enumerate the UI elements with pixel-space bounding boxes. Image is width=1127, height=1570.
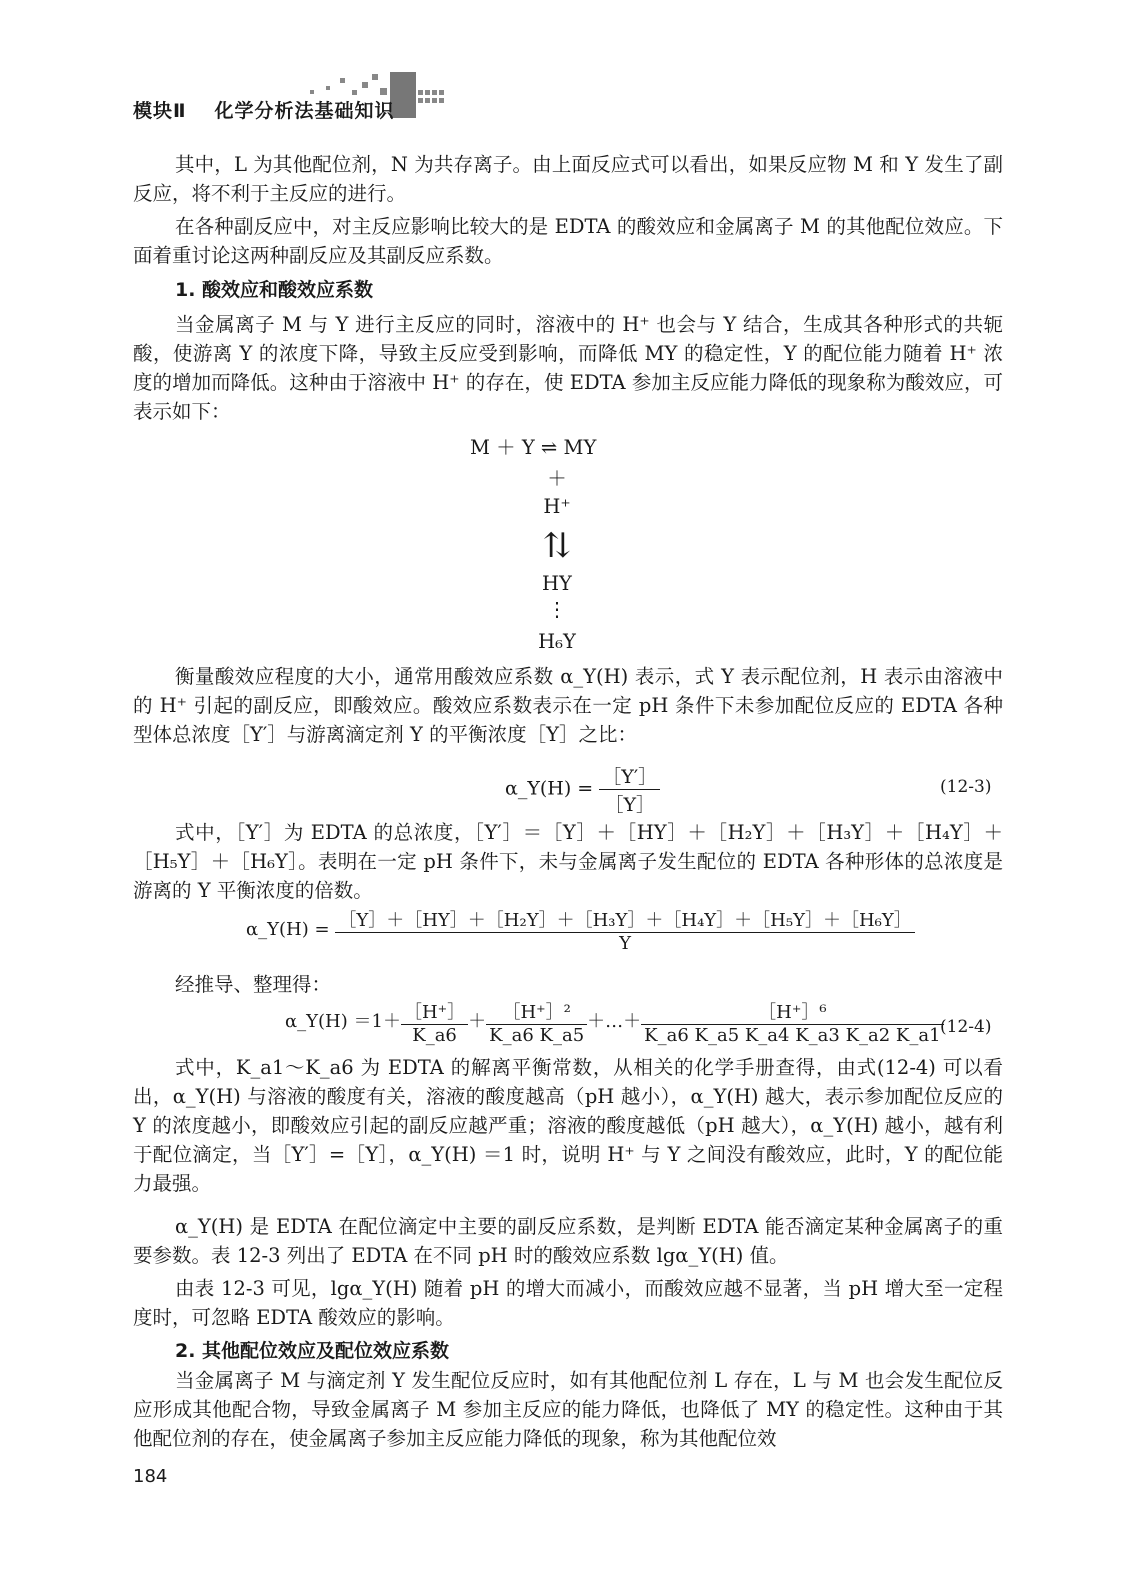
paragraph-4: 衡量酸效应程度的大小，通常用酸效应系数 α_Y(H) 表示，式 Y 表示配位剂，H 表示由溶液中的 H⁺ 引起的副反应，即酸效应。酸效应系数表示在一定 pH 条件下未参加配位反应的 EDTA 各种型体总浓度［Y′］与游离滴定剂 Y 的平衡浓度［Y］之比： (133, 665, 1003, 746)
paragraph-9: 由表 12-3 可见，lgα_Y(H) 随着 pH 的增大而减小，而酸效应越不显著，当 pH 增大至一定程度时，可忽略 EDTA 酸效应的影响。 (133, 1277, 1003, 1329)
eq3-term1 (401, 998, 468, 1046)
eq3-ellipsis: ＋…＋ (587, 1011, 642, 1032)
eq1-lhs: α_Y(H) = (505, 777, 594, 800)
eq3-term1-den: K_a6 (412, 1025, 457, 1046)
equation-number-12-4: (12-4) (940, 1017, 992, 1037)
scheme-h6y: H₆Y (538, 630, 576, 653)
eq2-fraction (335, 906, 914, 954)
section-heading-2: 2. 其他配位效应及配位效应系数 (175, 1340, 450, 1362)
equation-12-4 (285, 998, 944, 1046)
header-title: 化学分析法基础知识 (214, 100, 395, 122)
eq1-numerator: ［Y′］ (599, 762, 660, 790)
running-header (133, 96, 395, 123)
paragraph-5: 式中，［Y′］为 EDTA 的总浓度，［Y′］＝［Y］＋［HY］＋［H₂Y］＋［H₃Y］＋［H₄Y］＋［H₅Y］＋［H₆Y］。表明在一定 pH 条件下，未与金属离子发生配位的 EDTA 各种形体的总浓度是游离的 Y 平衡浓度的倍数。 (133, 821, 1003, 902)
page-number: 184 (133, 1466, 168, 1487)
eq3-term3-num: ［H⁺］⁶ (641, 998, 943, 1025)
scheme-main-reaction: M ＋ Y ⇌ MY (470, 436, 597, 459)
eq3-plus: ＋ (468, 1011, 487, 1032)
paragraph-1: 其中，L 为其他配位剂，N 为共存离子。由上面反应式可以看出，如果反应物 M 和 Y 发生了副反应，将不利于主反应的进行。 (133, 153, 1003, 205)
scheme-h-ion: H⁺ (543, 495, 571, 518)
eq3-term3-den: K_a6 K_a5 K_a4 K_a3 K_a2 K_a1 (644, 1025, 941, 1046)
scheme-plus: ＋ (547, 467, 567, 490)
paragraph-6: 经推导、整理得： (175, 973, 332, 996)
equilibrium-arrow-icon: ⇅ (542, 526, 572, 566)
module-label: 模块Ⅱ (133, 100, 187, 122)
paragraph-8: α_Y(H) 是 EDTA 在配位滴定中主要的副反应系数，是判断 EDTA 能否滴定某种金属离子的重要参数。表 12-3 列出了 EDTA 在不同 pH 时的酸效应系数 lgα_Y(H) 值。 (133, 1215, 1003, 1267)
equation-12-3 (505, 762, 660, 817)
eq1-fraction (599, 762, 660, 817)
eq2-numerator: ［Y］＋［HY］＋［H₂Y］＋［H₃Y］＋［H₄Y］＋［H₅Y］＋［H₆Y］ (335, 906, 914, 933)
eq3-term2 (486, 998, 587, 1046)
eq2-denominator: Y (619, 933, 631, 954)
eq3-term1-num: ［H⁺］ (401, 998, 468, 1025)
eq3-term2-num: ［H⁺］² (486, 998, 587, 1025)
eq1-denominator: ［Y］ (604, 794, 655, 816)
eq3-term2-den: K_a6 K_a5 (489, 1025, 585, 1046)
paragraph-7: 式中，K_a1～K_a6 为 EDTA 的解离平衡常数，从相关的化学手册查得，由式(12-4) 可以看出，α_Y(H) 与溶液的酸度有关，溶液的酸度越高（pH 越小），α_Y(H) 越大，表示参加配位反应的 Y 的浓度越小，即酸效应引起的副反应越严重；溶液的酸度越低（pH 越大），α_Y(H) 越小，越有利于配位滴定，当［Y′］=［Y］，α_Y(H) ＝1 时，说明 H⁺ 与 Y 之间没有酸效应，此时，Y 的配位能力最强。 (133, 1056, 1003, 1195)
eq3-lhs: α_Y(H) ＝1＋ (285, 1011, 401, 1032)
equation-number-12-3: (12-3) (940, 777, 992, 797)
section-heading-1: 1. 酸效应和酸效应系数 (175, 279, 374, 301)
equation-alpha-expanded (246, 906, 915, 954)
paragraph-10: 当金属离子 M 与滴定剂 Y 发生配位反应时，如有其他配位剂 L 存在，L 与 M 也会发生配位反应形成其他配合物，导致金属离子 M 参加主反应的能力降低，也降低了 MY 的稳定性。这种由于其他配位剂的存在，使金属离子参加主反应能力降低的现象，称为其他配位效 (133, 1369, 1003, 1450)
paragraph-2: 在各种副反应中，对主反应影响比较大的是 EDTA 的酸效应和金属离子 M 的其他配位效应。下面着重讨论这两种副反应及其副反应系数。 (133, 215, 1003, 267)
scheme-ellipsis: ⋮ (547, 598, 567, 621)
eq2-lhs: α_Y(H) = (246, 919, 330, 940)
eq3-term3 (641, 998, 943, 1046)
scheme-hy: HY (542, 572, 572, 595)
paragraph-3: 当金属离子 M 与 Y 进行主反应的同时，溶液中的 H⁺ 也会与 Y 结合，生成其各种形式的共轭酸，使游离 Y 的浓度下降，导致主反应受到影响，而降低 MY 的稳定性，Y 的配位能力随着 H⁺ 浓度的增加而降低。这种由于溶液中 H⁺ 的存在，使 EDTA 参加主反应能力降低的现象称为酸效应，可表示如下： (133, 313, 1003, 423)
